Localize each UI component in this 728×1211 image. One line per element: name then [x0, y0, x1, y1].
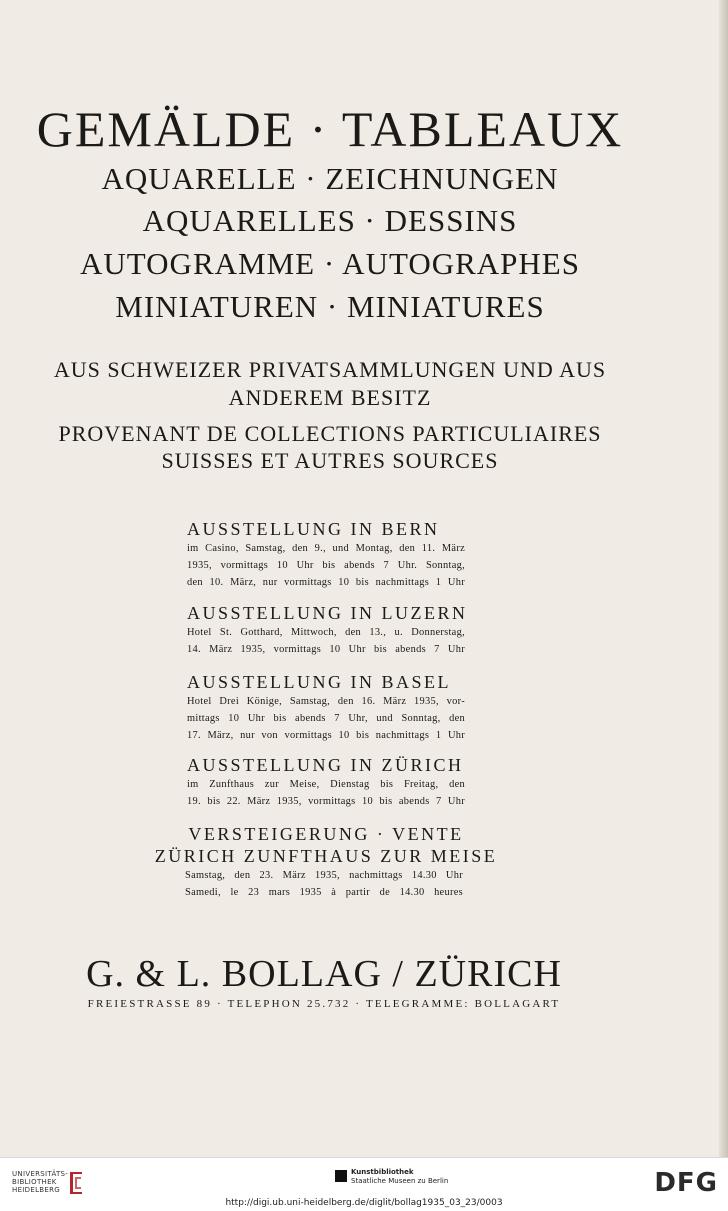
viewer-footer [0, 1157, 728, 1211]
exhibition-text [187, 540, 465, 591]
subtitle-line-2: ANDEREM BESITZ [228, 385, 432, 410]
subtitle-line-4: SUISSES ET AUTRES SOURCES [161, 448, 499, 473]
kunstbibliothek-icon [335, 1170, 347, 1182]
university-line: UNIVERSITÄTS- [12, 1170, 69, 1178]
exhibition-heading: AUSSTELLUNG IN BERN [187, 519, 440, 539]
exhibition-heading: AUSSTELLUNG IN ZÜRICH [187, 755, 464, 775]
title-line-3: AQUARELLES · DESSINS [142, 203, 518, 238]
title-line-2: AQUARELLE · ZEICHNUNGEN [101, 161, 559, 196]
exhibition-luzern [187, 602, 468, 658]
page-url[interactable]: http://digi.ub.uni-heidelberg.de/diglit/bollag1935_03_23/0003 [225, 1198, 503, 1208]
exhibition-text [187, 693, 465, 744]
exhibition-heading: AUSSTELLUNG IN BASEL [187, 672, 451, 692]
kb-line: Staatliche Museen zu Berlin [351, 1177, 449, 1185]
firm-name: G. & L. BOLLAG / ZÜRICH [86, 953, 562, 995]
university-library-logo[interactable] [12, 1170, 68, 1194]
title-line-5: MINIATUREN · MINIATURES [115, 289, 545, 324]
text-line: Samedi, le 23 mars 1935 à partir de 14.30 heures [185, 887, 463, 898]
subtitle-line-3: PROVENANT DE COLLECTIONS PARTICULIAIRES [58, 421, 602, 446]
text-line: im Casino, Samstag, den 9., und Montag, den 11. März [187, 543, 465, 554]
text-line: Hotel Drei Könige, Samstag, den 16. März 1935, vor- [187, 696, 465, 707]
text-line: 14. März 1935, vormittags 10 Uhr bis abends 7 Uhr [187, 644, 465, 655]
university-line: BIBLIOTHEK [12, 1178, 57, 1186]
page-edge [719, 0, 728, 1157]
firm-address: FREIESTRASSE 89 · TELEPHON 25.732 · TELEGRAMME: BOLLAGART [87, 998, 561, 1010]
auction-heading: VERSTEIGERUNG · VENTE [188, 824, 464, 844]
subtitle-line-1: AUS SCHWEIZER PRIVATSAMMLUNGEN UND AUS [53, 357, 607, 382]
auction-venue: ZÜRICH ZUNFTHAUS ZUR MEISE [154, 846, 498, 866]
auction-block [140, 823, 512, 901]
exhibition-heading: AUSSTELLUNG IN LUZERN [187, 603, 468, 623]
university-line: HEIDELBERG [12, 1186, 60, 1194]
kunstbibliothek-logo[interactable] [351, 1168, 448, 1186]
text-line: 17. März, nur von vormittags 10 bis nachmittags 1 Uhr [187, 730, 465, 741]
exhibition-text [187, 624, 465, 658]
auction-text [185, 867, 463, 901]
text-line: Hotel St. Gotthard, Mittwoch, den 13., u. Donnerstag, [187, 627, 465, 638]
title-line-1: GEMÄLDE · TABLEAUX [36, 101, 624, 157]
exhibition-zurich [187, 754, 465, 810]
text-line: im Zunfthaus zur Meise, Dienstag bis Freitag, den [187, 779, 465, 790]
text-line: Samstag, den 23. März 1935, nachmittags 14.30 Uhr [185, 870, 463, 881]
exhibition-text [187, 776, 465, 810]
text-line: 1935, vormittags 10 Uhr bis abends 7 Uhr. Sonntag, [187, 560, 465, 571]
seal-icon [68, 1170, 84, 1196]
exhibition-basel [187, 671, 465, 744]
text-line: 19. bis 22. März 1935, vormittags 10 bis abends 7 Uhr [187, 796, 465, 807]
exhibition-bern [187, 518, 465, 591]
text-line: den 10. März, nur vormittags 10 bis nachmittags 1 Uhr [187, 577, 465, 588]
kb-line: Kunstbibliothek [351, 1168, 414, 1176]
dfg-logo[interactable]: DFG [654, 1168, 718, 1198]
title-line-4: AUTOGRAMME · AUTOGRAPHES [80, 246, 580, 281]
text-line: mittags 10 Uhr bis abends 7 Uhr, und Sonntag, den [187, 713, 465, 724]
